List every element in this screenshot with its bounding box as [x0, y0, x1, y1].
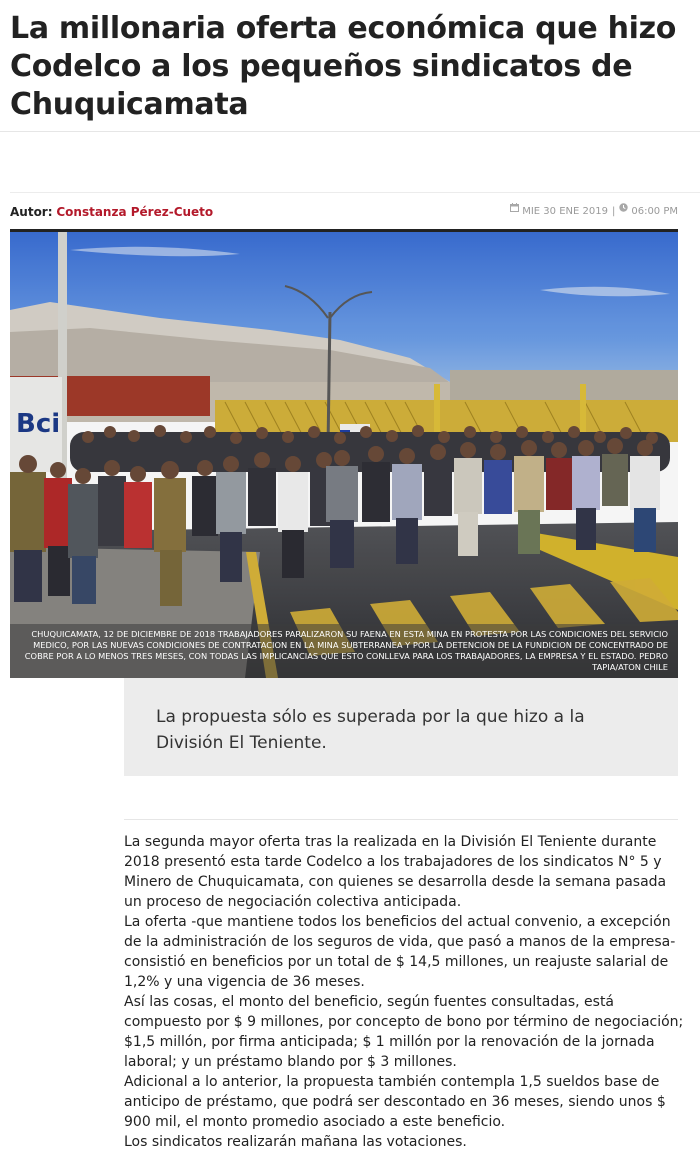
date-separator: |	[611, 206, 616, 217]
article-title: La millonaria oferta económica que hizo Codelco a los pequeños sindicatos de Chuquicamata	[10, 11, 677, 122]
hero-image	[10, 229, 678, 678]
body-divider	[124, 819, 678, 820]
calendar-icon	[510, 201, 519, 219]
body-paragraph: Adicional a lo anterior, la propuesta también contempla 1,5 sueldos base de anticipo de préstamo, que podrá ser descontado en 36 meses, siendo unos $ 900 mil, el monto promedio asociado a este beneficio.	[124, 1074, 666, 1130]
image-caption: CHUQUICAMATA, 12 DE DICIEMBRE DE 2018 TRABAJADORES PARALIZARON SU FAENA EN ESTA MINA EN PROTESTA POR LAS CONDICIONES DEL SERVICIO MEDICO, POR LAS NUEVAS CONDICIONES DE CONTRATACION EN LA MINA SUBTERRANEA Y POR LA DETENCION DE LA FUNDICION DE CONCENTRADO DE COBRE POR A LO MENOS TRES MESES, CON TODAS LAS IMPLICANCIAS QUE ESTO CONLLEVA PARA LOS TRABAJADORES, LA EMPRESA Y EL ESTADO. PEDRO TAPIA/ATON CHILE	[10, 624, 678, 678]
article-meta	[10, 203, 678, 221]
article-body	[124, 832, 684, 1152]
publish-date: MIE 30 ENE 2019	[522, 206, 608, 217]
clock-icon	[619, 201, 628, 219]
protest-photo	[10, 232, 678, 678]
body-paragraph: Así las cosas, el monto del beneficio, según fuentes consultadas, está compuesto por $ 9 millones, por concepto de bono por término de negociación; $1,5 millón, por firma anticipada; $ 1 millón por la renovación de la jornada laboral; y un préstamo blando por $ 3 millones.	[124, 994, 684, 1070]
author-label: Autor:	[10, 205, 53, 219]
meta-divider	[10, 192, 700, 193]
author-link[interactable]: Constanza Pérez-Cueto	[56, 205, 214, 219]
publish-info	[510, 203, 678, 221]
sign-text: Bci	[16, 409, 61, 439]
pullquote: La propuesta sólo es superada por la que hizo a la División El Teniente.	[124, 678, 678, 776]
body-paragraph: La oferta -que mantiene todos los beneficios del actual convenio, a excepción de la administración de los seguros de vida, que pasó a manos de la empresa- consistió en beneficios por un total de $ 14,5 millones, un reajuste salarial de 1,2% y una vigencia de 36 meses.	[124, 914, 676, 990]
publish-time: 06:00 PM	[631, 206, 678, 217]
header-divider	[0, 131, 700, 132]
body-paragraph: Los sindicatos realizarán mañana las votaciones.	[124, 1134, 467, 1150]
body-paragraph: La segunda mayor oferta tras la realizada en la División El Teniente durante 2018 presentó esta tarde Codelco a los trabajadores de los sindicatos N° 5 y Minero de Chuquicamata, con quienes se desarrolla desde la semana pasada un proceso de negociación colectiva anticipada.	[124, 834, 667, 910]
